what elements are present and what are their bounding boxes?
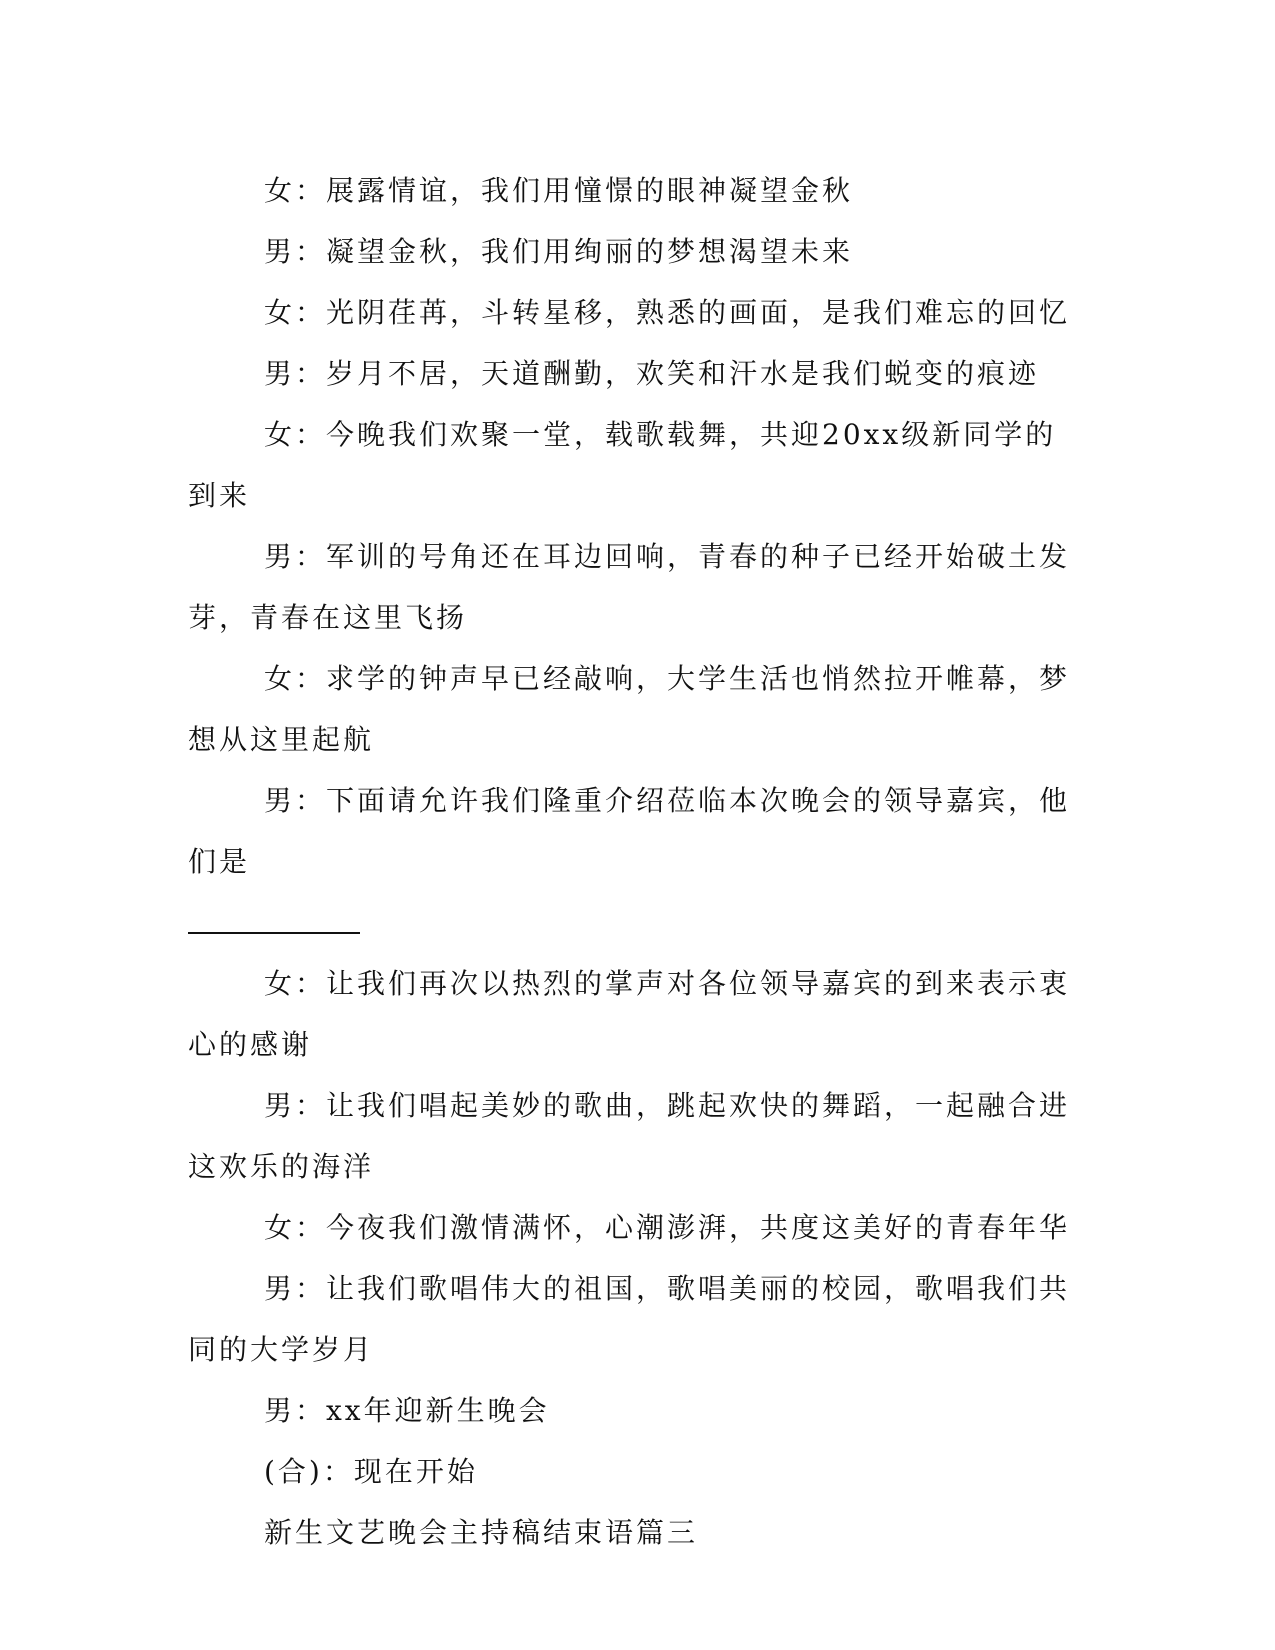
paragraph: 男：军训的号角还在耳边回响，青春的种子已经开始破土发芽，青春在这里飞扬 <box>188 540 1071 634</box>
paragraph: 女：今晚我们欢聚一堂，载歌载舞，共迎20xx级新同学的到来 <box>188 418 1057 512</box>
paragraph: 女：光阴荏苒，斗转星移，熟悉的画面，是我们难忘的回忆 <box>264 296 1071 329</box>
paragraph: (合)：现在开始 <box>264 1455 478 1488</box>
paragraph: 男：凝望金秋，我们用绚丽的梦想渴望未来 <box>264 235 854 268</box>
paragraph: 男：岁月不居，天道酬勤，欢笑和汗水是我们蜕变的痕迹 <box>264 357 1040 390</box>
paragraph: 女：展露情谊，我们用憧憬的眼神凝望金秋 <box>264 174 854 207</box>
paragraph: 女：今夜我们激情满怀，心潮澎湃，共度这美好的青春年华 <box>264 1211 1071 1244</box>
paragraph: 男：xx年迎新生晚会 <box>264 1394 550 1427</box>
paragraph: 男：让我们唱起美妙的歌曲，跳起欢快的舞蹈，一起融合进这欢乐的海洋 <box>188 1089 1071 1183</box>
document-body <box>188 160 1083 1563</box>
blank-underline <box>188 892 1083 953</box>
paragraph: 男：下面请允许我们隆重介绍莅临本次晚会的领导嘉宾，他们是 <box>188 784 1071 878</box>
paragraph: 男：让我们歌唱伟大的祖国，歌唱美丽的校园，歌唱我们共同的大学岁月 <box>188 1272 1071 1366</box>
section-heading: 新生文艺晚会主持稿结束语篇三 <box>264 1516 699 1549</box>
paragraph: 女：求学的钟声早已经敲响，大学生活也悄然拉开帷幕，梦想从这里起航 <box>188 662 1071 756</box>
paragraph: 女：让我们再次以热烈的掌声对各位领导嘉宾的到来表示衷心的感谢 <box>188 967 1071 1061</box>
underline-rule <box>188 932 360 934</box>
